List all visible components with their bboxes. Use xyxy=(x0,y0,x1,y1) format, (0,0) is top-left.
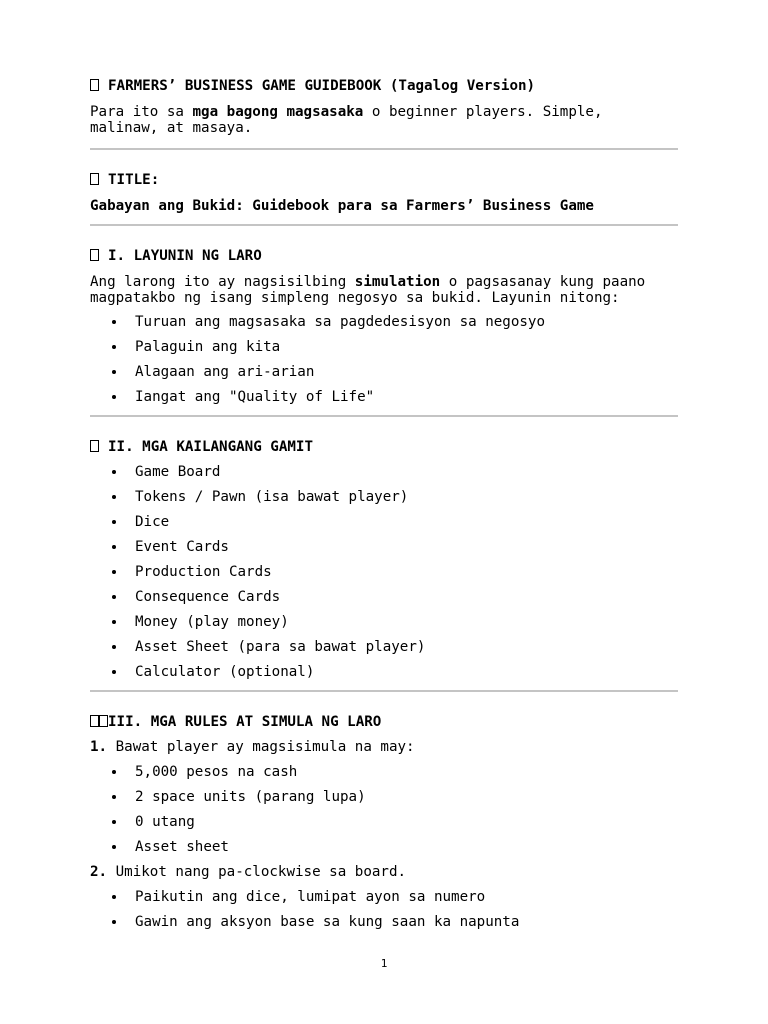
divider xyxy=(90,224,678,226)
list-item: Tokens / Pawn (isa bawat player) xyxy=(90,489,678,505)
bullet-icon xyxy=(112,770,116,774)
missing-glyph-icon xyxy=(90,249,99,261)
list-item: Game Board xyxy=(90,464,678,480)
list-item: Calculator (optional) xyxy=(90,664,678,680)
bullet-icon xyxy=(112,545,116,549)
list-item: Money (play money) xyxy=(90,614,678,630)
list-item: Alagaan ang ari-arian xyxy=(90,364,678,380)
missing-glyph-icon xyxy=(99,715,108,727)
section1-intro: Ang larong ito ay nagsisilbing simulation o pagsasanay kung paano magpatakbo ng isang simpleng negosyo sa bukid. Layunin nitong: xyxy=(90,274,646,306)
list-item: Asset Sheet (para sa bawat player) xyxy=(90,639,678,655)
list-item: Palaguin ang kita xyxy=(90,339,678,355)
section1-heading: I. LAYUNIN NG LARO xyxy=(90,248,678,264)
page-number: 1 xyxy=(380,957,388,970)
bullet-icon xyxy=(112,370,116,374)
list-item: Iangat ang "Quality of Life" xyxy=(90,389,678,405)
missing-glyph-icon xyxy=(90,440,99,452)
bullet-icon xyxy=(112,345,116,349)
bullet-icon xyxy=(112,395,116,399)
divider xyxy=(90,415,678,417)
section2-list xyxy=(90,464,678,680)
guidebook-title: Gabayan ang Bukid: Guidebook para sa Farmers’ Business Game xyxy=(90,198,594,214)
section1-list xyxy=(90,314,678,405)
bullet-icon xyxy=(112,795,116,799)
document-page xyxy=(90,78,678,930)
bullet-icon xyxy=(112,670,116,674)
list-item: Gawin ang aksyon base sa kung saan ka napunta xyxy=(90,914,678,930)
section2-heading: II. MGA KAILANGANG GAMIT xyxy=(90,439,678,455)
list-item: 0 utang xyxy=(90,814,678,830)
list-item: Asset sheet xyxy=(90,839,678,855)
bullet-icon xyxy=(112,920,116,924)
bullet-icon xyxy=(112,645,116,649)
section3-heading: III. MGA RULES AT SIMULA NG LARO xyxy=(90,714,678,730)
list-item: 2 space units (parang lupa) xyxy=(90,789,678,805)
missing-glyph-icon xyxy=(90,715,99,727)
list-item: Production Cards xyxy=(90,564,678,580)
list-item: Turuan ang magsasaka sa pagdedesisyon sa negosyo xyxy=(90,314,678,330)
step1-list xyxy=(90,764,678,855)
list-item: Dice xyxy=(90,514,678,530)
divider xyxy=(90,148,678,150)
missing-glyph-icon xyxy=(90,79,99,91)
list-item: Event Cards xyxy=(90,539,678,555)
step-2: 2. Umikot nang pa-clockwise sa board. xyxy=(90,864,407,880)
list-item: 5,000 pesos na cash xyxy=(90,764,678,780)
bullet-icon xyxy=(112,320,116,324)
bullet-icon xyxy=(112,895,116,899)
intro-paragraph: Para ito sa mga bagong magsasaka o beginner players. Simple, malinaw, at masaya. xyxy=(90,104,603,136)
bullet-icon xyxy=(112,595,116,599)
step-1: 1. Bawat player ay magsisimula na may: xyxy=(90,739,415,755)
missing-glyph-icon xyxy=(90,173,99,185)
bullet-icon xyxy=(112,620,116,624)
bullet-icon xyxy=(112,570,116,574)
bullet-icon xyxy=(112,845,116,849)
title-heading: TITLE: xyxy=(90,172,678,188)
list-item: Consequence Cards xyxy=(90,589,678,605)
bullet-icon xyxy=(112,495,116,499)
document-title: FARMERS’ BUSINESS GAME GUIDEBOOK (Tagalog Version) xyxy=(90,78,678,94)
list-item: Paikutin ang dice, lumipat ayon sa numero xyxy=(90,889,678,905)
divider xyxy=(90,690,678,692)
bullet-icon xyxy=(112,820,116,824)
step2-list xyxy=(90,889,678,930)
bullet-icon xyxy=(112,470,116,474)
bullet-icon xyxy=(112,520,116,524)
